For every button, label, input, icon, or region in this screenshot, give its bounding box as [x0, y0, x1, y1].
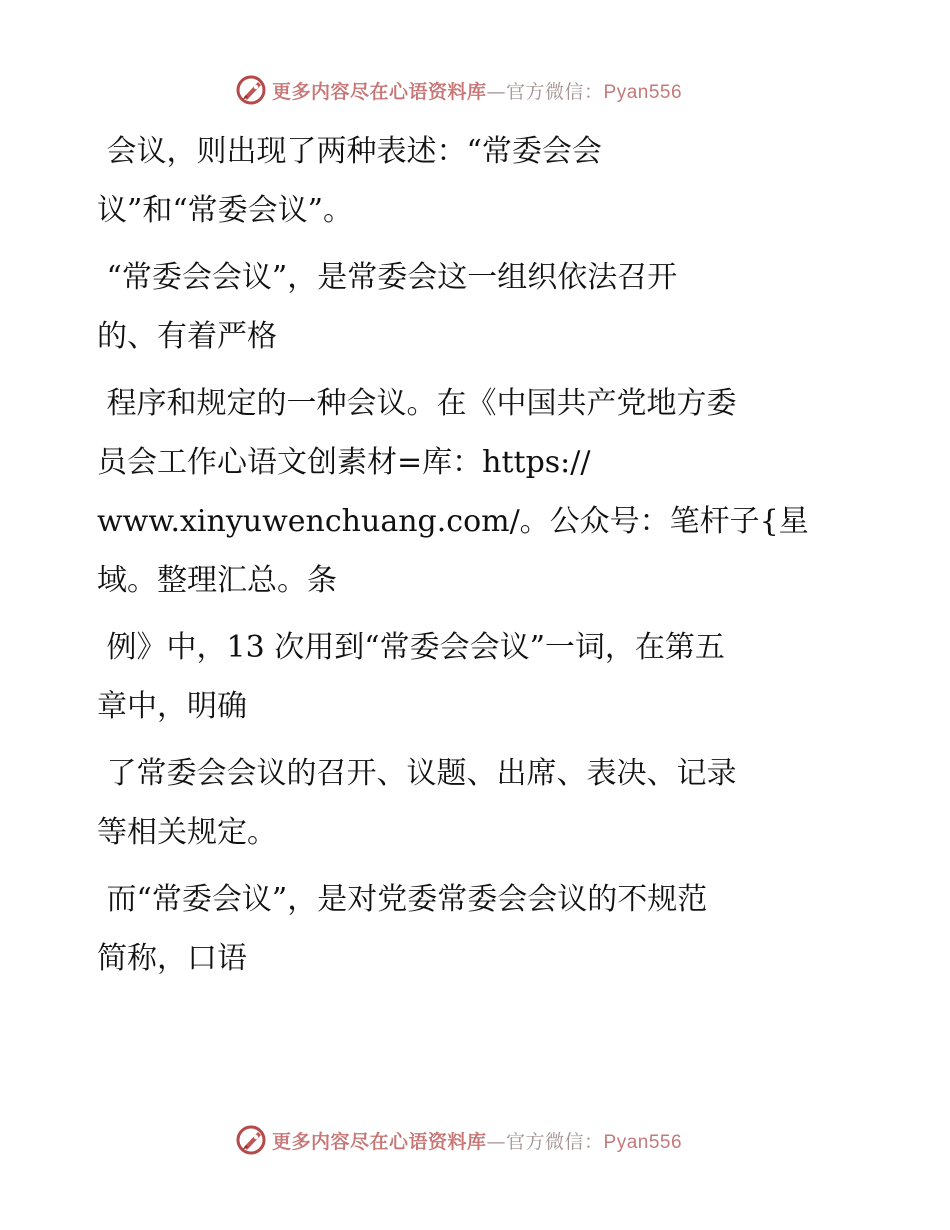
text-line: 程序和规定的一种会议。在《中国共产党地方委 [97, 386, 737, 421]
banner-wechat-label: —官方微信： [486, 1130, 604, 1153]
text-line: www.xinyuwenchuang.com/。公众号：笔杆子{星 [97, 504, 809, 539]
text-line: 议”和“常委会议”。 [97, 193, 354, 228]
body-text [97, 122, 857, 996]
header-banner [234, 72, 682, 108]
text-line: 简称，口语 [97, 941, 247, 976]
paragraph [97, 618, 857, 736]
footer-banner [234, 1122, 682, 1158]
text-line: 等相关规定。 [97, 815, 277, 850]
paragraph [97, 122, 857, 240]
text-line: 会议，则出现了两种表述：“常委会会 [97, 134, 602, 169]
text-line: 域。整理汇总。条 [97, 563, 337, 598]
paragraph [97, 744, 857, 862]
banner-title: 更多内容尽在心语资料库 [272, 1130, 487, 1153]
text-line: 员会工作心语文创素材=库：https:// [97, 445, 591, 480]
text-line: “常委会会议”，是常委会这一组织依法召开 [97, 260, 678, 295]
text-line: 例》中，13 次用到“常委会会议”一词，在第五 [97, 630, 725, 665]
banner-wechat-id: Pyan556 [603, 81, 683, 103]
banner-title: 更多内容尽在心语资料库 [272, 80, 487, 103]
banner-text [272, 1127, 682, 1154]
paragraph [97, 248, 857, 366]
quill-logo-icon [234, 1123, 268, 1157]
text-line: 的、有着严格 [97, 319, 277, 354]
banner-wechat-id: Pyan556 [603, 1131, 683, 1153]
text-line: 而“常委会议”，是对党委常委会会议的不规范 [97, 882, 708, 917]
paragraph [97, 374, 857, 610]
banner-wechat-label: —官方微信： [486, 80, 604, 103]
banner-text [272, 77, 682, 104]
text-line: 章中，明确 [97, 689, 247, 724]
text-line: 了常委会会议的召开、议题、出席、表决、记录 [97, 756, 737, 791]
paragraph [97, 870, 857, 988]
quill-logo-icon [234, 73, 268, 107]
